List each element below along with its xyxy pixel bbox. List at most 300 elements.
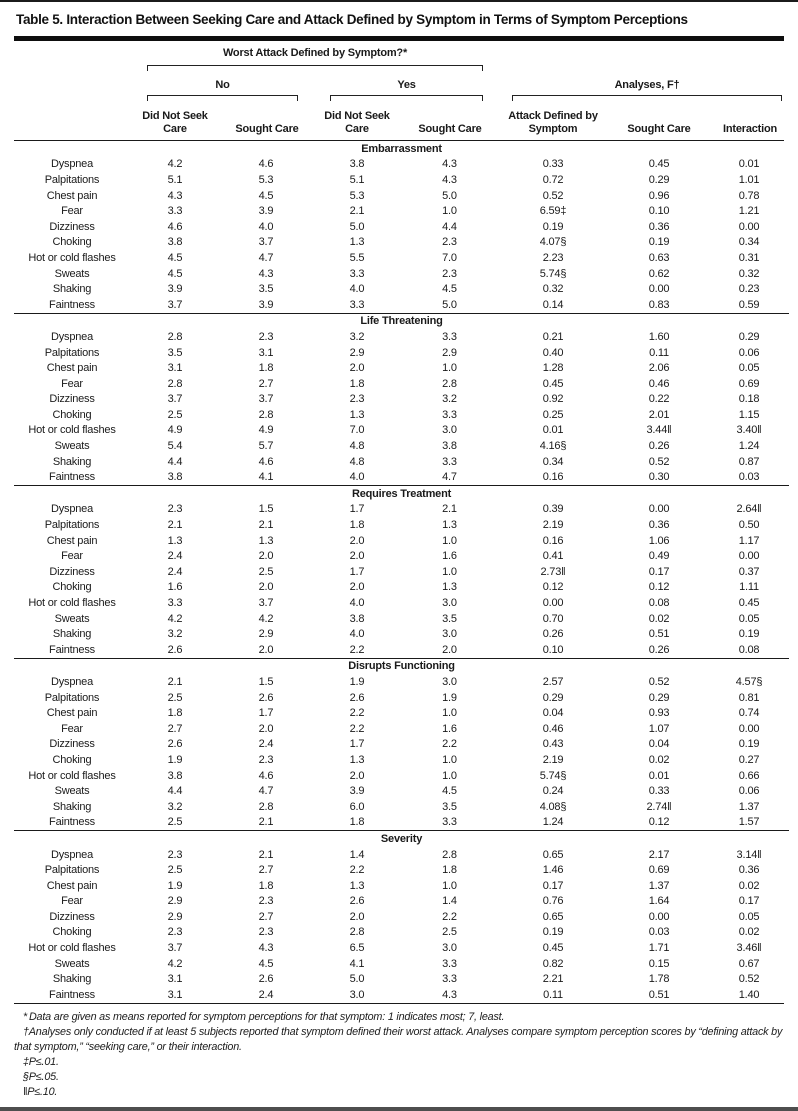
value-cell: 1.8: [349, 816, 365, 829]
symptom-cell: Dizziness: [49, 565, 95, 578]
value-cell: 1.3: [442, 581, 457, 594]
value-cell: 1.7: [349, 738, 365, 751]
value-cell: 0.33: [648, 785, 670, 798]
value-cell: 0.43: [542, 738, 564, 751]
value-cell: 2.19: [542, 519, 564, 532]
table-body: [14, 141, 789, 1003]
section-header-row: [14, 141, 789, 157]
section-title: Severity: [14, 831, 789, 847]
value-cell: 4.0: [349, 597, 365, 610]
symptom-cell: Fear: [61, 722, 83, 735]
col-header-no-did-not-seek-care: Did Not Seek Care: [142, 110, 208, 135]
value-cell: 1.60: [648, 330, 670, 343]
symptom-row: [14, 909, 789, 925]
value-cell: 0.52: [648, 675, 670, 688]
symptom-cell: Dizziness: [49, 910, 95, 923]
value-cell: 0.26: [542, 628, 564, 641]
value-cell: 4.5: [258, 189, 274, 202]
value-cell: 0.12: [648, 581, 670, 594]
symptom-cell: Hot or cold flashes: [28, 424, 116, 437]
symptom-row: [14, 705, 789, 721]
value-cell: 2.0: [442, 643, 457, 656]
symptom-cell: Choking: [52, 581, 92, 594]
value-cell: 2.1: [349, 205, 365, 218]
group-header-no: No: [215, 79, 230, 91]
symptom-row: [14, 894, 789, 910]
value-cell: 7.0: [349, 424, 365, 437]
symptom-row: [14, 454, 789, 470]
value-cell: 0.19: [542, 926, 564, 939]
symptom-cell: Palpitations: [44, 346, 100, 359]
symptom-row: [14, 329, 789, 345]
symptom-row: [14, 674, 789, 690]
value-cell: 1.71: [648, 942, 670, 955]
data-table: [14, 141, 789, 1003]
value-cell: 2.8: [442, 848, 457, 861]
symptom-row: [14, 847, 789, 863]
value-cell: 4.6: [258, 158, 274, 171]
value-cell: 4.5: [442, 283, 457, 296]
value-cell: 0.23: [738, 283, 760, 296]
value-cell: 0.17: [738, 895, 760, 908]
value-cell: 2.8: [349, 926, 365, 939]
value-cell: 4.6: [258, 769, 274, 782]
value-cell: 2.0: [258, 722, 274, 735]
value-cell: 0.45: [648, 158, 670, 171]
value-cell: 2.5: [442, 926, 457, 939]
value-cell: 0.00: [738, 220, 760, 233]
symptom-row: [14, 580, 789, 596]
symptom-row: [14, 235, 789, 251]
value-cell: 4.6: [167, 220, 183, 233]
value-cell: 0.00: [738, 722, 760, 735]
value-cell: 0.87: [738, 455, 760, 468]
value-cell: 5.0: [349, 973, 365, 986]
symptom-row: [14, 376, 789, 392]
symptom-row: [14, 548, 789, 564]
value-cell: 3.3: [442, 973, 457, 986]
symptom-cell: Dizziness: [49, 738, 95, 751]
value-cell: 1.28: [542, 362, 564, 375]
value-cell: 1.6: [442, 550, 457, 563]
value-cell: 2.01: [648, 408, 670, 421]
footnote-double-dagger: ‡P≤.01.: [23, 1055, 59, 1068]
value-cell: 2.6: [349, 691, 365, 704]
symptom-cell: Chest pain: [46, 189, 98, 202]
symptom-cell: Hot or cold flashes: [28, 942, 116, 955]
symptom-cell: Choking: [52, 408, 92, 421]
value-cell: 1.4: [349, 848, 365, 861]
value-cell: 1.0: [442, 565, 457, 578]
value-cell: 4.2: [167, 957, 183, 970]
symptom-row: [14, 423, 789, 439]
value-cell: 2.2: [349, 643, 365, 656]
value-cell: 4.4: [167, 455, 183, 468]
value-cell: 1.15: [738, 408, 760, 421]
symptom-row: [14, 595, 789, 611]
value-cell: 0.19: [542, 220, 564, 233]
value-cell: 4.7: [258, 785, 274, 798]
value-cell: 3.5: [258, 283, 274, 296]
value-cell: 0.26: [648, 440, 670, 453]
symptom-cell: Hot or cold flashes: [28, 251, 116, 264]
value-cell: 0.08: [648, 597, 670, 610]
value-cell: 2.4: [258, 738, 274, 751]
value-cell: 2.0: [258, 581, 274, 594]
value-cell: 4.2: [167, 158, 183, 171]
value-cell: 0.10: [542, 643, 564, 656]
value-cell: 2.9: [258, 628, 274, 641]
symptom-cell: Dyspnea: [50, 330, 93, 343]
symptom-row: [14, 188, 789, 204]
symptom-row: [14, 940, 789, 956]
symptom-row: [14, 737, 789, 753]
value-cell: 4.6: [258, 455, 274, 468]
value-cell: 0.45: [738, 597, 760, 610]
value-cell: 2.3: [167, 503, 183, 516]
value-cell: 3.40‖: [736, 424, 762, 437]
symptom-row: [14, 783, 789, 799]
value-cell: 3.46‖: [736, 942, 762, 955]
value-cell: 0.81: [738, 691, 760, 704]
symptom-row: [14, 469, 789, 485]
value-cell: 1.5: [258, 675, 274, 688]
value-cell: 2.21: [542, 973, 564, 986]
value-cell: 2.7: [167, 722, 183, 735]
value-cell: 1.01: [738, 173, 760, 186]
value-cell: 2.3: [442, 236, 457, 249]
symptom-cell: Dizziness: [49, 220, 95, 233]
col-header-yes-sought-care: Sought Care: [418, 122, 482, 135]
value-cell: 1.06: [648, 534, 670, 547]
value-cell: 3.2: [167, 800, 183, 813]
value-cell: 2.19: [542, 753, 564, 766]
value-cell: 1.9: [349, 675, 365, 688]
value-cell: 4.7: [258, 251, 274, 264]
symptom-row: [14, 987, 789, 1003]
symptom-cell: Sweats: [54, 957, 90, 970]
value-cell: 0.05: [738, 910, 760, 923]
value-cell: 0.36: [738, 864, 760, 877]
symptom-cell: Choking: [52, 236, 92, 249]
value-cell: 3.2: [349, 330, 365, 343]
value-cell: 0.00: [738, 550, 760, 563]
value-cell: 6.5: [349, 942, 365, 955]
value-cell: 3.8: [167, 471, 183, 484]
value-cell: 1.11: [739, 581, 759, 594]
value-cell: 2.0: [349, 550, 365, 563]
value-cell: 0.51: [648, 988, 670, 1001]
symptom-cell: Fear: [61, 895, 83, 908]
value-cell: 0.06: [738, 785, 760, 798]
value-cell: 0.65: [542, 910, 564, 923]
value-cell: 1.5: [258, 503, 274, 516]
symptom-cell: Choking: [52, 753, 92, 766]
value-cell: 2.17: [648, 848, 670, 861]
value-cell: 3.14‖: [736, 848, 762, 861]
value-cell: 0.39: [542, 503, 564, 516]
value-cell: 0.63: [648, 251, 670, 264]
value-cell: 0.00: [648, 910, 670, 923]
value-cell: 2.0: [258, 643, 274, 656]
symptom-row: [14, 971, 789, 987]
value-cell: 0.33: [542, 158, 564, 171]
value-cell: 4.3: [258, 267, 274, 280]
symptom-cell: Palpitations: [44, 864, 100, 877]
value-cell: 2.06: [648, 362, 670, 375]
value-cell: 1.57: [738, 816, 760, 829]
value-cell: 0.51: [648, 628, 670, 641]
value-cell: 4.2: [258, 612, 274, 625]
value-cell: 0.30: [648, 471, 670, 484]
symptom-cell: Dyspnea: [50, 848, 93, 861]
value-cell: 2.0: [349, 362, 365, 375]
col-header-yes-did-not-seek-care: Did Not Seek Care: [324, 110, 390, 135]
symptom-row: [14, 611, 789, 627]
value-cell: 1.3: [258, 534, 274, 547]
value-cell: 0.08: [738, 643, 760, 656]
value-cell: 1.0: [442, 534, 457, 547]
symptom-row: [14, 502, 789, 518]
value-cell: 2.4: [167, 565, 183, 578]
value-cell: 0.29: [738, 330, 760, 343]
value-cell: 0.50: [738, 519, 760, 532]
value-cell: 0.46: [542, 722, 564, 735]
symptom-cell: Shaking: [52, 283, 92, 296]
value-cell: 3.3: [442, 330, 457, 343]
value-cell: 2.57: [542, 675, 564, 688]
value-cell: 4.5: [167, 251, 183, 264]
value-cell: 1.0: [442, 753, 457, 766]
value-cell: 1.8: [349, 377, 365, 390]
value-cell: 1.7: [258, 707, 274, 720]
value-cell: 2.1: [258, 519, 274, 532]
value-cell: 2.2: [349, 864, 365, 877]
value-cell: 5.4: [167, 440, 183, 453]
value-cell: 4.08§: [539, 800, 567, 813]
value-cell: 2.0: [258, 550, 274, 563]
symptom-cell: Dyspnea: [50, 158, 93, 171]
value-cell: 2.4: [258, 988, 274, 1001]
value-cell: 2.8: [167, 330, 183, 343]
symptom-cell: Faintness: [49, 471, 95, 484]
value-cell: 0.19: [648, 236, 670, 249]
symptom-row: [14, 956, 789, 972]
symptom-cell: Faintness: [49, 298, 95, 311]
symptom-cell: Palpitations: [44, 519, 100, 532]
value-cell: 0.12: [542, 581, 564, 594]
value-cell: 0.93: [648, 707, 670, 720]
value-cell: 4.5: [442, 785, 457, 798]
value-cell: 0.25: [542, 408, 564, 421]
value-cell: 2.2: [442, 910, 457, 923]
section-header-row: [14, 313, 789, 329]
value-cell: 1.24: [542, 816, 564, 829]
col-header-analyses-sought-care: Sought Care: [627, 122, 691, 135]
value-cell: 0.96: [648, 189, 670, 202]
value-cell: 1.9: [442, 691, 457, 704]
symptom-row: [14, 626, 789, 642]
value-cell: 1.21: [738, 205, 760, 218]
table-title: Table 5. Interaction Between Seeking Care and Attack Defined by Symptom in Terms of Symptom Perceptions: [16, 12, 688, 27]
symptom-cell: Fear: [61, 377, 83, 390]
value-cell: 3.3: [349, 267, 365, 280]
value-cell: 2.1: [167, 675, 183, 688]
value-cell: 0.03: [738, 471, 760, 484]
section-header-row: [14, 658, 789, 674]
value-cell: 4.8: [349, 455, 365, 468]
value-cell: 3.0: [442, 597, 457, 610]
value-cell: 2.3: [258, 895, 274, 908]
value-cell: 4.07§: [539, 236, 567, 249]
value-cell: 3.3: [442, 408, 457, 421]
value-cell: 0.62: [648, 267, 670, 280]
bracket-worst-attack: [147, 65, 483, 71]
symptom-row: [14, 297, 789, 313]
group-header-analyses: Analyses, F†: [614, 79, 680, 91]
value-cell: 3.9: [258, 298, 274, 311]
value-cell: 0.27: [738, 753, 760, 766]
value-cell: 3.1: [167, 973, 183, 986]
symptom-row: [14, 517, 789, 533]
value-cell: 2.5: [167, 691, 183, 704]
value-cell: 2.7: [258, 377, 274, 390]
symptom-row: [14, 266, 789, 282]
col-header-attack-defined-by-symptom: Attack Defined by Symptom: [508, 110, 598, 135]
symptom-row: [14, 768, 789, 784]
symptom-cell: Fear: [61, 550, 83, 563]
footnote-asterisk: * Data are given as means reported for symptom perceptions for that symptom: 1 indicates most; 7, least.: [23, 1010, 505, 1023]
value-cell: 0.45: [542, 942, 564, 955]
value-cell: 4.16§: [539, 440, 567, 453]
symptom-row: [14, 752, 789, 768]
value-cell: 2.5: [167, 408, 183, 421]
value-cell: 4.0: [349, 628, 365, 641]
symptom-cell: Hot or cold flashes: [28, 769, 116, 782]
value-cell: 2.3: [349, 393, 365, 406]
value-cell: 0.16: [542, 471, 564, 484]
value-cell: 2.2: [442, 738, 457, 751]
symptom-row: [14, 925, 789, 941]
value-cell: 1.17: [738, 534, 760, 547]
value-cell: 0.02: [648, 612, 670, 625]
value-cell: 4.3: [442, 173, 457, 186]
value-cell: 3.5: [442, 612, 457, 625]
symptom-cell: Sweats: [54, 785, 90, 798]
value-cell: 4.2: [167, 612, 183, 625]
value-cell: 0.92: [542, 393, 564, 406]
value-cell: 0.40: [542, 346, 564, 359]
value-cell: 4.57§: [735, 675, 763, 688]
value-cell: 4.4: [167, 785, 183, 798]
value-cell: 2.9: [442, 346, 457, 359]
value-cell: 1.64: [648, 895, 670, 908]
value-cell: 0.01: [542, 424, 564, 437]
symptom-row: [14, 407, 789, 423]
value-cell: 0.31: [738, 251, 760, 264]
value-cell: 1.7: [349, 565, 365, 578]
value-cell: 0.26: [648, 643, 670, 656]
value-cell: 3.5: [442, 800, 457, 813]
value-cell: 2.23: [542, 251, 564, 264]
value-cell: 2.3: [167, 848, 183, 861]
value-cell: 1.0: [442, 707, 457, 720]
value-cell: 1.6: [442, 722, 457, 735]
value-cell: 3.9: [258, 205, 274, 218]
value-cell: 2.3: [167, 926, 183, 939]
value-cell: 2.6: [167, 643, 183, 656]
value-cell: 0.19: [738, 738, 760, 751]
value-cell: 2.5: [258, 565, 274, 578]
value-cell: 0.02: [738, 879, 760, 892]
symptom-cell: Hot or cold flashes: [28, 597, 116, 610]
value-cell: 0.04: [648, 738, 670, 751]
value-cell: 0.41: [542, 550, 564, 563]
value-cell: 0.72: [542, 173, 564, 186]
symptom-row: [14, 878, 789, 894]
value-cell: 2.74‖: [646, 800, 672, 813]
value-cell: 3.7: [167, 393, 183, 406]
symptom-row: [14, 172, 789, 188]
symptom-row: [14, 642, 789, 658]
symptom-row: [14, 721, 789, 737]
value-cell: 2.1: [258, 848, 274, 861]
value-cell: 2.8: [258, 800, 274, 813]
value-cell: 1.8: [167, 707, 183, 720]
value-cell: 1.3: [442, 519, 457, 532]
value-cell: 1.7: [349, 503, 365, 516]
footnote-section: §P≤.05.: [23, 1070, 59, 1083]
value-cell: 0.32: [738, 267, 760, 280]
symptom-row: [14, 360, 789, 376]
value-cell: 3.8: [349, 612, 365, 625]
group-header-yes: Yes: [397, 79, 416, 91]
value-cell: 3.3: [442, 455, 457, 468]
value-cell: 2.3: [258, 926, 274, 939]
symptom-cell: Shaking: [52, 455, 92, 468]
value-cell: 0.02: [648, 753, 670, 766]
value-cell: 5.0: [349, 220, 365, 233]
value-cell: 0.14: [542, 298, 564, 311]
symptom-cell: Faintness: [49, 643, 95, 656]
value-cell: 0.17: [542, 879, 564, 892]
value-cell: 0.15: [648, 957, 670, 970]
symptom-cell: Chest pain: [46, 534, 98, 547]
value-cell: 2.9: [167, 895, 183, 908]
value-cell: 4.4: [442, 220, 457, 233]
value-cell: 4.9: [258, 424, 274, 437]
value-cell: 0.78: [738, 189, 760, 202]
value-cell: 4.9: [167, 424, 183, 437]
value-cell: 4.3: [442, 158, 457, 171]
value-cell: 3.2: [167, 628, 183, 641]
symptom-cell: Palpitations: [44, 691, 100, 704]
bottom-page-rule: [0, 1107, 798, 1111]
value-cell: 2.3: [258, 330, 274, 343]
value-cell: 1.6: [167, 581, 183, 594]
value-cell: 3.8: [442, 440, 457, 453]
value-cell: 0.49: [648, 550, 670, 563]
value-cell: 6.59‡: [539, 205, 567, 218]
value-cell: 4.5: [167, 267, 183, 280]
value-cell: 3.3: [442, 816, 457, 829]
value-cell: 3.7: [258, 393, 274, 406]
value-cell: 3.1: [258, 346, 274, 359]
value-cell: 0.05: [738, 362, 760, 375]
value-cell: 0.36: [648, 220, 670, 233]
value-cell: 2.2: [349, 722, 365, 735]
value-cell: 0.29: [542, 691, 564, 704]
